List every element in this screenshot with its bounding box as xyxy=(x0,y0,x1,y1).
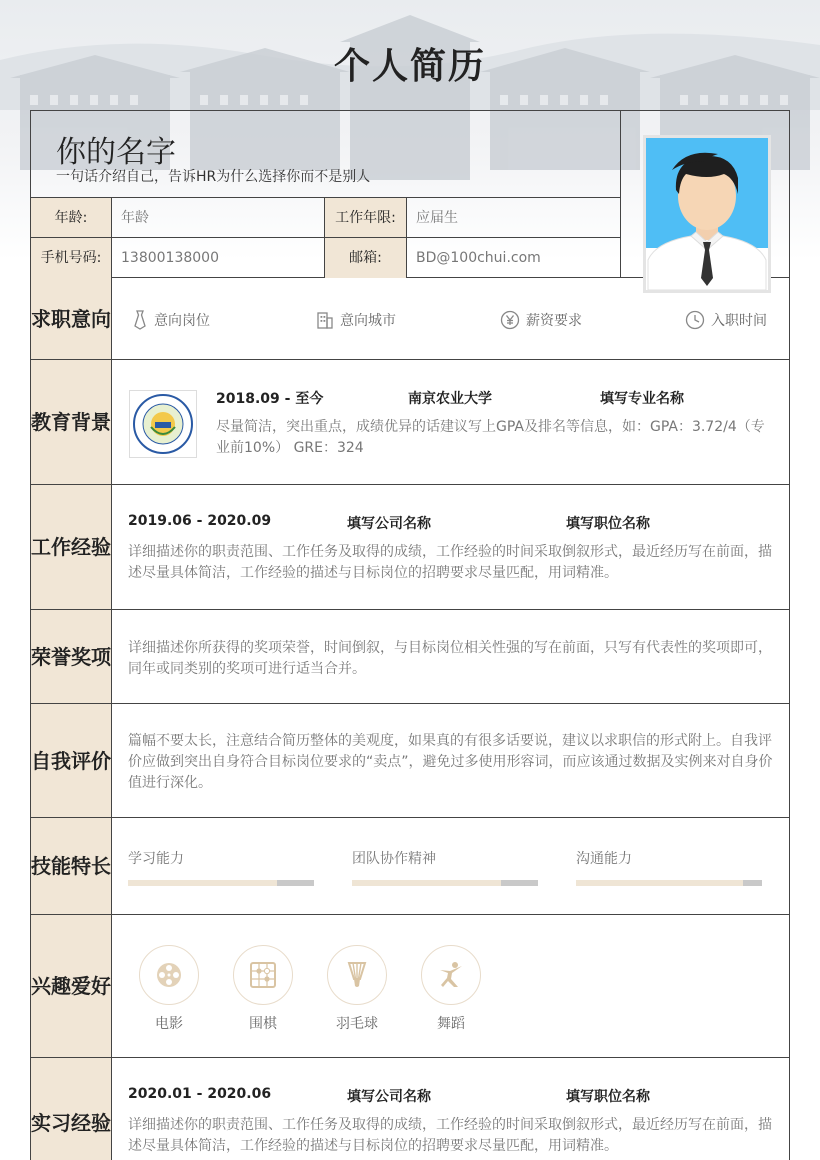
section-title-line: 实习 xyxy=(31,1110,71,1135)
age-label: 年龄: xyxy=(31,198,112,238)
section-title-line: 工作 xyxy=(31,535,71,559)
profile-photo xyxy=(643,135,771,293)
hobby-item xyxy=(326,945,388,1033)
candidate-name: 你的名字 xyxy=(56,135,176,170)
skill-bar-fill xyxy=(352,880,501,886)
intent-salary-label: 薪资要求 xyxy=(526,313,582,329)
hobby-label: 羽毛球 xyxy=(336,1016,378,1032)
section-title-line: 求职 xyxy=(31,306,71,331)
resume-sheet xyxy=(30,110,790,1160)
section-label xyxy=(31,360,112,484)
intent-city xyxy=(316,310,396,330)
internship-position: 填写职位名称 xyxy=(566,1089,650,1105)
work-company: 填写公司名称 xyxy=(347,516,431,532)
go-board-icon xyxy=(233,945,293,1005)
section-label xyxy=(31,485,112,609)
intent-start-time-label: 入职时间 xyxy=(711,313,767,329)
hobby-label: 围棋 xyxy=(249,1016,277,1032)
honors-description: 详细描述你所获得的奖项荣誉，时间倒叙，与目标岗位相关性强的写在前面，只写有代表性的奖项即可，同年或同类别的奖项可进行适当合并。 xyxy=(128,640,772,677)
skill-bar-fill xyxy=(576,880,743,886)
education-section xyxy=(30,360,790,485)
section-title-line: 背景 xyxy=(71,410,111,434)
section-label xyxy=(31,818,112,914)
skill-bar xyxy=(128,880,314,886)
section-title-line: 评价 xyxy=(71,748,111,773)
hobby-label: 舞蹈 xyxy=(437,1016,465,1032)
section-title-line: 自我 xyxy=(31,748,71,773)
building-icon xyxy=(316,311,334,329)
intent-city-label: 意向城市 xyxy=(340,313,396,329)
section-title-line: 特长 xyxy=(71,854,111,878)
education-period: 2018.09 - 至今 xyxy=(216,391,324,407)
tie-icon xyxy=(132,310,148,330)
major-name: 填写专业名称 xyxy=(600,391,684,407)
basic-info-table xyxy=(31,197,620,279)
internship-company: 填写公司名称 xyxy=(347,1089,431,1105)
email-label: 邮箱: xyxy=(325,238,407,278)
profile-header xyxy=(30,110,790,278)
work-description: 详细描述你的职责范围、工作任务及取得的成绩，工作经验的时间采取倒叙形式，最近经历写在前面，描述尽量具体简洁，工作经验的描述与目标岗位的招聘要求尽量匹配，用词精准。 xyxy=(128,544,772,581)
education-description: 尽量简洁，突出重点，成绩优异的话建议写上GPA及排名等信息，如：GPA：3.72/4（专业前10%） GRE：324 xyxy=(216,419,765,456)
page-title: 个人简历 xyxy=(333,46,486,87)
hobby-item xyxy=(232,945,294,1033)
intent-position-label: 意向岗位 xyxy=(154,313,210,329)
hobby-label: 电影 xyxy=(155,1016,183,1032)
section-label xyxy=(31,704,112,817)
section-label xyxy=(31,610,112,703)
skill-item xyxy=(576,848,762,886)
school-logo xyxy=(129,390,197,458)
hobbies-section xyxy=(30,915,790,1058)
section-title-line: 意向 xyxy=(71,306,111,331)
internship-section xyxy=(30,1058,790,1160)
skill-name: 沟通能力 xyxy=(576,851,632,867)
intent-salary xyxy=(500,310,582,330)
skills-section xyxy=(30,818,790,915)
shuttlecock-icon xyxy=(327,945,387,1005)
clock-icon xyxy=(685,310,705,330)
internship-period: 2020.01 - 2020.06 xyxy=(128,1086,272,1102)
info-row xyxy=(31,237,620,278)
film-reel-icon xyxy=(139,945,199,1005)
internship-description: 详细描述你的职责范围、工作任务及取得的成绩，工作经验的时间采取倒叙形式，最近经历写在前面，描述尽量具体简洁，工作经验的描述与目标岗位的招聘要求尽量匹配，用词精准。 xyxy=(128,1117,772,1154)
work-years-label: 工作年限: xyxy=(325,198,407,238)
section-label xyxy=(31,1058,112,1160)
intent-position xyxy=(132,310,210,330)
hobby-item xyxy=(420,945,482,1033)
skill-item xyxy=(352,848,538,886)
section-title-line: 兴趣 xyxy=(31,974,71,998)
skill-bar xyxy=(576,880,762,886)
section-label xyxy=(31,278,112,359)
work-experience-section xyxy=(30,485,790,610)
section-title-line: 经验 xyxy=(71,1110,111,1135)
photo-column xyxy=(620,111,790,277)
self-evaluation-description: 篇幅不要太长，注意结合简历整体的美观度，如果真的有很多话要说，建议以求职信的形式附上。自我评价应做到突出自身符合目标岗位要求的“卖点”，避免过多使用形容词，而应该通过数据及实例来对自身价值进行深化。 xyxy=(128,733,773,791)
work-years-value: 应届生 xyxy=(416,210,458,226)
skill-bar xyxy=(352,880,538,886)
info-row xyxy=(31,197,620,238)
yen-icon xyxy=(500,310,520,330)
work-period: 2019.06 - 2020.09 xyxy=(128,513,272,529)
skill-bar-fill xyxy=(128,880,277,886)
intent-start-time xyxy=(685,310,767,330)
skill-item xyxy=(128,848,314,886)
dancer-icon xyxy=(421,945,481,1005)
school-name: 南京农业大学 xyxy=(408,391,492,407)
email-value: BD@100chui.com xyxy=(416,250,541,266)
hobby-item xyxy=(138,945,200,1033)
job-intent-section xyxy=(30,278,790,360)
skill-name: 学习能力 xyxy=(128,851,184,867)
section-title-line: 荣誉 xyxy=(31,644,71,669)
section-label xyxy=(31,915,112,1057)
section-title-line: 教育 xyxy=(31,410,71,434)
section-title-line: 经验 xyxy=(71,535,111,559)
work-position: 填写职位名称 xyxy=(566,516,650,532)
candidate-tagline: 一句话介绍自己，告诉HR为什么选择你而不是别人 xyxy=(56,169,371,185)
skill-name: 团队协作精神 xyxy=(352,851,436,867)
honors-section xyxy=(30,610,790,704)
phone-value: 13800138000 xyxy=(112,238,325,278)
phone-label: 手机号码: xyxy=(31,238,112,278)
age-value: 年龄 xyxy=(112,198,325,238)
section-title-line: 技能 xyxy=(31,854,71,878)
section-title-line: 奖项 xyxy=(71,644,111,669)
self-evaluation-section xyxy=(30,704,790,818)
section-title-line: 爱好 xyxy=(71,974,111,998)
